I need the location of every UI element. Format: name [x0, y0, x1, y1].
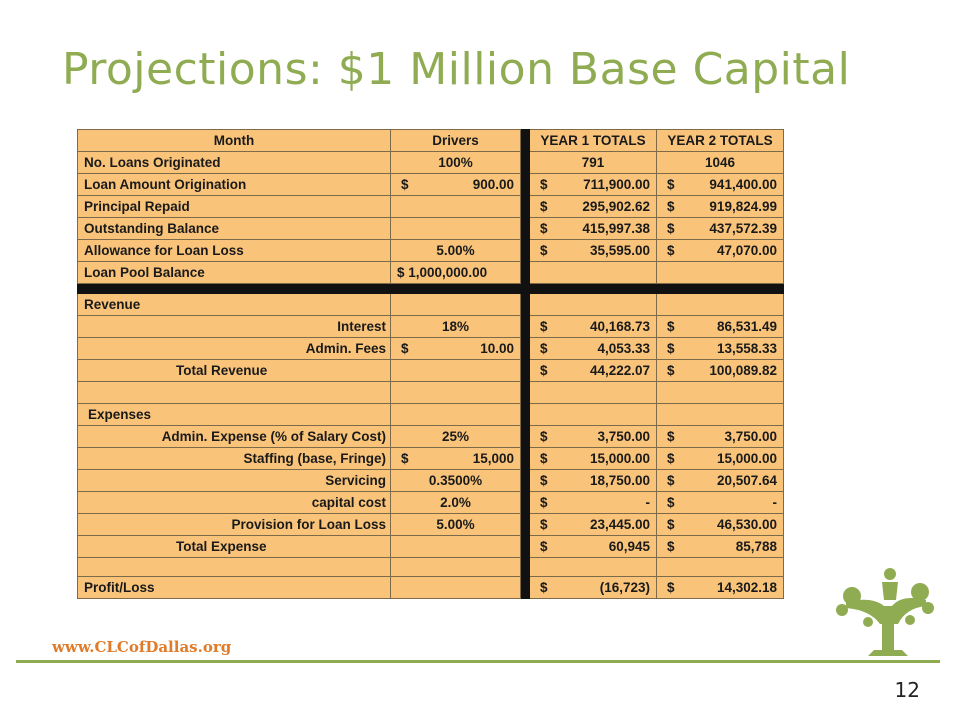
amount: 20,507.64 — [716, 473, 777, 488]
currency-symbol: $ — [667, 517, 675, 532]
currency-symbol: $ — [540, 221, 548, 236]
row-label: Interest — [78, 316, 391, 338]
table-row — [78, 294, 784, 316]
divider-cell — [521, 284, 530, 294]
currency-symbol: $ — [540, 473, 548, 488]
empty-cell — [530, 558, 657, 577]
year2-cell — [657, 338, 784, 360]
amount: 35,595.00 — [589, 243, 650, 258]
year2-cell: 1046 — [657, 152, 784, 174]
tree-people-logo-icon — [832, 566, 936, 662]
amount: 3,750.00 — [724, 429, 777, 444]
amount: 18,750.00 — [589, 473, 650, 488]
empty-cell — [391, 360, 521, 382]
year2-cell — [657, 426, 784, 448]
year1-cell — [530, 470, 657, 492]
table-row — [78, 558, 784, 577]
amount: 44,222.07 — [589, 363, 650, 378]
currency-symbol: $ — [667, 429, 675, 444]
column-separator — [521, 492, 530, 514]
currency-symbol: $ — [401, 451, 409, 466]
driver-cell: 18% — [391, 316, 521, 338]
row-label: Loan Pool Balance — [78, 262, 391, 284]
year1-cell — [530, 360, 657, 382]
currency-symbol: $ — [667, 539, 675, 554]
table-row — [78, 577, 784, 599]
year1-cell — [530, 218, 657, 240]
year1-cell — [530, 338, 657, 360]
amount: 23,445.00 — [589, 517, 650, 532]
year2-cell — [657, 470, 784, 492]
amount: 941,400.00 — [709, 177, 777, 192]
currency-symbol: $ — [540, 517, 548, 532]
empty-cell — [657, 294, 784, 316]
year1-cell — [530, 492, 657, 514]
year2-cell — [657, 577, 784, 599]
amount: 14,302.18 — [716, 580, 777, 595]
amount: 46,530.00 — [716, 517, 777, 532]
driver-cell: 25% — [391, 426, 521, 448]
empty-cell — [657, 558, 784, 577]
column-separator — [521, 382, 530, 404]
empty-cell — [530, 382, 657, 404]
projection-table — [77, 129, 783, 599]
column-separator — [521, 240, 530, 262]
currency-symbol: $ — [401, 177, 409, 192]
row-label: Allowance for Loan Loss — [78, 240, 391, 262]
year2-cell — [657, 316, 784, 338]
amount: 4,053.33 — [597, 341, 650, 356]
table-row — [78, 316, 784, 338]
table-row — [78, 152, 784, 174]
currency-symbol: $ — [401, 341, 409, 356]
year2-cell — [657, 240, 784, 262]
empty-cell — [78, 382, 391, 404]
section-heading: Expenses — [78, 404, 391, 426]
table-row — [78, 240, 784, 262]
currency-symbol: $ — [540, 451, 548, 466]
column-separator — [521, 130, 530, 152]
column-separator — [521, 316, 530, 338]
amount: 415,997.38 — [582, 221, 650, 236]
year1-cell — [530, 514, 657, 536]
currency-symbol: $ — [540, 243, 548, 258]
table-row — [78, 536, 784, 558]
empty-cell — [391, 404, 521, 426]
row-label: Total Revenue — [78, 360, 391, 382]
column-separator — [521, 536, 530, 558]
currency-symbol: $ — [667, 580, 675, 595]
header-row — [78, 130, 784, 152]
column-separator — [521, 294, 530, 316]
amount: 295,902.62 — [582, 199, 650, 214]
column-separator — [521, 448, 530, 470]
column-separator — [521, 174, 530, 196]
column-separator — [521, 577, 530, 599]
empty-cell — [657, 382, 784, 404]
table-row — [78, 382, 784, 404]
column-separator — [521, 338, 530, 360]
currency-symbol: $ — [667, 495, 675, 510]
empty-cell — [530, 404, 657, 426]
divider-cell — [657, 284, 784, 294]
year2-cell — [657, 536, 784, 558]
currency-symbol: $ — [667, 319, 675, 334]
currency-symbol: $ — [540, 319, 548, 334]
footer-divider — [16, 660, 940, 663]
amount: 15,000.00 — [589, 451, 650, 466]
driver-cell — [391, 174, 521, 196]
row-label: No. Loans Originated — [78, 152, 391, 174]
row-label: capital cost — [78, 492, 391, 514]
column-separator — [521, 514, 530, 536]
row-label: Profit/Loss — [78, 577, 391, 599]
year1-cell — [530, 240, 657, 262]
currency-symbol: $ — [540, 363, 548, 378]
amount: 437,572.39 — [709, 221, 777, 236]
row-label: Admin. Fees — [78, 338, 391, 360]
column-separator — [521, 470, 530, 492]
column-separator — [521, 558, 530, 577]
currency-symbol: $ — [667, 243, 675, 258]
currency-symbol: $ — [667, 473, 675, 488]
currency-symbol: $ — [667, 341, 675, 356]
row-label: Provision for Loan Loss — [78, 514, 391, 536]
slide-title: Projections: $1 Million Base Capital — [62, 44, 851, 95]
year1-cell — [530, 426, 657, 448]
currency-symbol: $ — [667, 221, 675, 236]
year2-cell — [657, 360, 784, 382]
row-label: Principal Repaid — [78, 196, 391, 218]
currency-symbol: $ — [540, 177, 548, 192]
empty-cell — [530, 294, 657, 316]
amount: 711,900.00 — [583, 177, 650, 192]
currency-symbol: $ — [667, 363, 675, 378]
driver-cell — [391, 196, 521, 218]
driver-cell — [391, 218, 521, 240]
driver-cell: 5.00% — [391, 514, 521, 536]
row-label: Loan Amount Origination — [78, 174, 391, 196]
column-separator — [521, 218, 530, 240]
section-heading: Revenue — [78, 294, 391, 316]
amount: - — [772, 495, 777, 510]
table-row — [78, 218, 784, 240]
table-row — [78, 262, 784, 284]
empty-cell — [78, 558, 391, 577]
empty-cell — [391, 382, 521, 404]
currency-symbol: $ — [540, 199, 548, 214]
year1-cell — [530, 196, 657, 218]
column-separator — [521, 360, 530, 382]
year2-cell — [657, 514, 784, 536]
table-row — [78, 196, 784, 218]
divider-cell — [78, 284, 391, 294]
year2-cell — [657, 196, 784, 218]
driver-value: 15,000 — [472, 451, 514, 466]
amount: 919,824.99 — [709, 199, 777, 214]
driver-cell: 100% — [391, 152, 521, 174]
currency-symbol: $ — [540, 580, 548, 595]
empty-cell — [657, 404, 784, 426]
year1-cell: 791 — [530, 152, 657, 174]
divider-cell — [530, 284, 657, 294]
driver-value: 900.00 — [472, 177, 514, 192]
driver-cell — [391, 448, 521, 470]
currency-symbol: $ — [540, 429, 548, 444]
year2-cell — [657, 448, 784, 470]
header-year2: YEAR 2 TOTALS — [657, 130, 784, 152]
amount: 60,945 — [608, 539, 650, 554]
header-month: Month — [78, 130, 391, 152]
driver-cell — [391, 338, 521, 360]
table-row — [78, 426, 784, 448]
amount: 3,750.00 — [597, 429, 650, 444]
amount: 13,558.33 — [716, 341, 777, 356]
amount: 100,089.82 — [709, 363, 777, 378]
row-label: Staffing (base, Fringe) — [78, 448, 391, 470]
projection-grid — [77, 129, 784, 599]
driver-cell: $ 1,000,000.00 — [391, 262, 521, 284]
table-row — [78, 404, 784, 426]
header-year1: YEAR 1 TOTALS — [530, 130, 657, 152]
driver-cell: 0.3500% — [391, 470, 521, 492]
amount: 47,070.00 — [716, 243, 777, 258]
table-row — [78, 492, 784, 514]
table-row — [78, 174, 784, 196]
currency-symbol: $ — [667, 199, 675, 214]
table-row — [78, 338, 784, 360]
year2-cell — [657, 174, 784, 196]
empty-cell — [391, 558, 521, 577]
currency-symbol: $ — [667, 177, 675, 192]
year1-cell — [530, 316, 657, 338]
table-row — [78, 448, 784, 470]
divider-cell — [391, 284, 521, 294]
year1-cell — [530, 536, 657, 558]
currency-symbol: $ — [667, 451, 675, 466]
empty-cell — [391, 294, 521, 316]
footer-url[interactable]: www.CLCofDallas.org — [52, 638, 232, 656]
table-row — [78, 360, 784, 382]
driver-value: 10.00 — [480, 341, 514, 356]
amount: (16,723) — [599, 580, 650, 595]
table-row — [78, 514, 784, 536]
column-separator — [521, 152, 530, 174]
driver-cell: 2.0% — [391, 492, 521, 514]
row-label: Servicing — [78, 470, 391, 492]
currency-symbol: $ — [540, 539, 548, 554]
year2-cell — [657, 262, 784, 284]
year1-cell — [530, 174, 657, 196]
driver-cell: 5.00% — [391, 240, 521, 262]
column-separator — [521, 426, 530, 448]
section-divider — [78, 284, 784, 294]
empty-cell — [391, 577, 521, 599]
row-label: Outstanding Balance — [78, 218, 391, 240]
page-number: 12 — [894, 678, 920, 702]
year1-cell — [530, 577, 657, 599]
row-label: Admin. Expense (% of Salary Cost) — [78, 426, 391, 448]
column-separator — [521, 196, 530, 218]
currency-symbol: $ — [540, 495, 548, 510]
header-drivers: Drivers — [391, 130, 521, 152]
column-separator — [521, 404, 530, 426]
year2-cell — [657, 492, 784, 514]
amount: - — [645, 495, 650, 510]
table-row — [78, 470, 784, 492]
year1-cell — [530, 448, 657, 470]
year1-cell — [530, 262, 657, 284]
year2-cell — [657, 218, 784, 240]
column-separator — [521, 262, 530, 284]
amount: 85,788 — [735, 539, 777, 554]
empty-cell — [391, 536, 521, 558]
amount: 40,168.73 — [589, 319, 650, 334]
row-label: Total Expense — [78, 536, 391, 558]
currency-symbol: $ — [540, 341, 548, 356]
amount: 86,531.49 — [716, 319, 777, 334]
amount: 15,000.00 — [716, 451, 777, 466]
